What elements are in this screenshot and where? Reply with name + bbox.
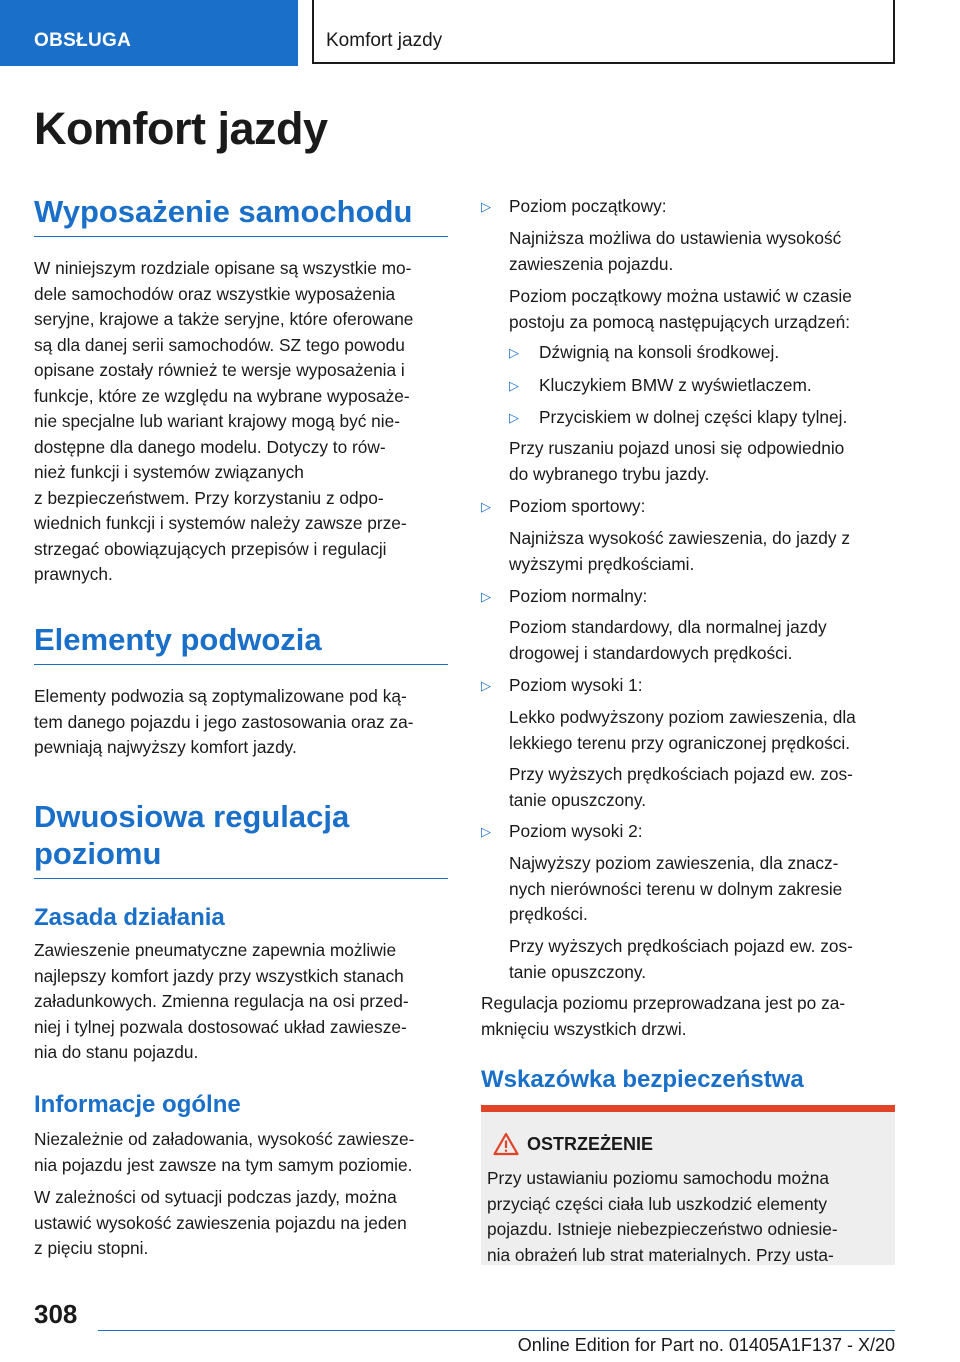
triangle-bullet-icon: ▷: [509, 378, 519, 393]
paragraph-info-2: W zależności od sytuacji podczas jazdy, można ustawić wysokość zawieszenia pojazdu na jeden z pięciu stopni.: [34, 1187, 407, 1258]
heading-wyposazenie: Wyposażenie samochodu: [34, 193, 448, 237]
heading-zasada: Zasada działania: [34, 904, 225, 931]
paragraph: Poziom początkowy można ustawić w czasie postoju za pomocą następujących urządzeń:: [509, 286, 852, 332]
paragraph: Przy ruszaniu pojazd unosi się odpowiednio do wybranego trybu jazdy.: [509, 438, 845, 484]
triangle-bullet-icon: ▷: [509, 345, 519, 360]
triangle-bullet-icon: ▷: [481, 199, 491, 214]
paragraph-zasada: Zawieszenie pneumatyczne zapewnia możliwie najlepszy komfort jazdy przy wszystkich stanach załadunkowych. Zmienna regulacja na osi przed‐ niej i tylnej pozwala dostosować układ zawiesze‐ nia do stanu pojazdu.: [34, 940, 409, 1062]
paragraph-regulacja: Regulacja poziomu przeprowadzana jest po za‐ mknięciu wszystkich drzwi.: [481, 993, 846, 1039]
paragraph: Lekko podwyższony poziom zawieszenia, dla lekkiego terenu przy ograniczonej prędkości.: [509, 707, 856, 753]
page-title: Komfort jazdy: [34, 103, 328, 154]
paragraph: Najniższa możliwa do ustawienia wysokość zawieszenia pojazdu.: [509, 228, 842, 274]
paragraph: Przy wyższych prędkościach pojazd ew. zos‐ tanie opuszczony.: [509, 936, 853, 982]
triangle-bullet-icon: ▷: [481, 589, 491, 604]
page-number: 308: [34, 1299, 78, 1329]
paragraph: Poziom standardowy, dla normalnej jazdy drogowej i standardowych prędkości.: [509, 617, 827, 663]
triangle-bullet-icon: ▷: [481, 499, 491, 514]
triangle-bullet-icon: ▷: [481, 824, 491, 839]
paragraph: Przy wyższych prędkościach pojazd ew. zos‐ tanie opuszczony.: [509, 764, 853, 810]
paragraph-elementy: Elementy podwozia są zoptymalizowane pod ką‐ tem danego pojazdu i jego zastosowania oraz za‐ pewniają najwyższy komfort jazdy.: [34, 686, 414, 757]
paragraph-wyposazenie: W niniejszym rozdziale opisane są wszystkie mo‐ dele samochodów oraz wszystkie wyposażenia seryjne, krajowe a także seryjne, które oferowane są dla danej serii samochodów. SZ tego powodu opisane zostały również te wersje wyposażenia i funkcje, które ze względu na wybrane wyposaże‐ nie specjalne lub wariant krajowy mogą być nie‐ dostępne dla danego modelu. Dotyczy to rów‐ nież funkcji i systemów związanych z bezpieczeństwem. Przy korzystaniu z odpo‐ wiednich funkcji i systemów należy zawsze prze‐ strzegać obowiązujących przepisów i regulacji prawnych.: [34, 258, 414, 584]
chapter-header: Komfort jazdy: [312, 0, 895, 64]
warning-title: OSTRZEŻENIE: [527, 1134, 654, 1154]
paragraph: Najniższa wysokość zawieszenia, do jazdy z wyższymi prędkościami.: [509, 528, 850, 574]
footer-divider: [98, 1330, 895, 1331]
paragraph: Najwyższy poziom zawieszenia, dla znacz‐ nych nierówności terenu w dolnym zakresie prędkości.: [509, 853, 843, 924]
heading-dwuosiowa: Dwuosiowa regulacja poziomu: [34, 798, 448, 879]
paragraph-info-1: Niezależnie od załadowania, wysokość zawiesze‐ nia pojazdu jest zawsze na tym samym poziomie.: [34, 1129, 415, 1175]
warning-box: [481, 1112, 895, 1265]
heading-informacje: Informacje ogólne: [34, 1091, 241, 1118]
warning-top-bar: [481, 1105, 895, 1112]
warning-triangle-icon: [493, 1132, 519, 1156]
footer-edition: Online Edition for Part no. 01405A1F137 - X/20: [517, 1335, 895, 1355]
triangle-bullet-icon: ▷: [481, 678, 491, 693]
heading-elementy: Elementy podwozia: [34, 621, 448, 665]
warning-text: Przy ustawianiu poziomu samochodu można przyciąć części ciała lub uszkodzić elementy pojazdu. Istnieje niebezpieczeństwo odniesie‐ nia obrażeń lub strat materialnych. Przy usta‐: [487, 1168, 838, 1265]
section-tab[interactable]: OBSŁUGA: [0, 0, 298, 66]
heading-wskazowka: Wskazówka bezpieczeństwa: [481, 1066, 804, 1093]
triangle-bullet-icon: ▷: [509, 410, 519, 425]
